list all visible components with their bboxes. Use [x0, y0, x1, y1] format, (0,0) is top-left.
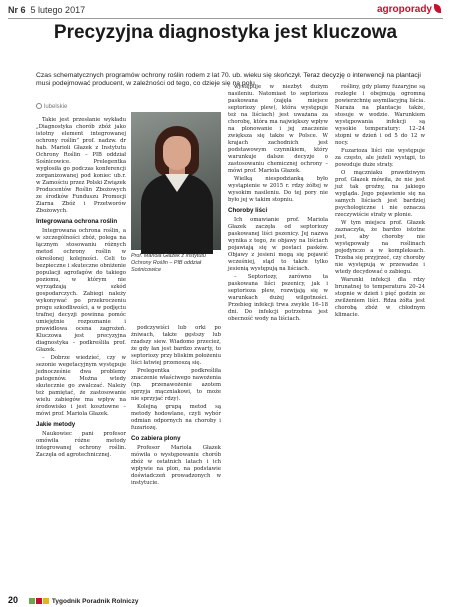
tag-icon: [36, 103, 42, 109]
page-header: [0, 0, 451, 20]
paragraph: O mączniaku prawdziwym prof. Głazek mówiła, że nie jest już tak groźny, na jakiego wygląda. Jego pojawienie się na samych liściach jest bardziej psychologiczne i nie oznacza rzeczywiście straty w plonie.: [335, 169, 425, 218]
section-heading: Choroby liści: [228, 206, 268, 214]
paragraph: Ich omawianie prof. Mariola Głazek zaczęła od septoriozy paskowanej liści pszenicy. Jej nazwa wynika z tego, że objawy na liściach pojawiają się w postaci pasków. Objawy z jesieni mogą się pojawić wcześniej, stąd to także tylko jesienią występują na liściach.: [228, 216, 328, 272]
paragraph: Wielką niespodzianką było wystąpienie w 2015 r. rdzy żółtej w wysokim nasileniu. Do tej pory nie było jej w takim stopniu.: [228, 175, 328, 203]
paragraph: Profesor Mariola Głazek mówiła o występowaniu chorób zbóż w ostatnich latach i ich wpływie na plon, na podstawie doświadczeń prowadzonych w instytucie.: [131, 444, 221, 486]
paragraph: Warunki infekcji dla rdzy brunatnej to temperatura 20–24 stopnie w dzień i pięć godzin ze zwilżeniem liści. Rdza żółta jest chorobą zbóż w chłodnym klimacie.: [335, 276, 425, 318]
paragraph: rośliny, gdy plamy fuzaryjne są rozległe i obejmują ogromną powierzchnię asymilacyjną liścia. Naraża na plantacje także, stosuje w wodzie. Warunkiem występowania infekcji są wysokie temperatury: 12–24 stopni w dzień i od 5 do 12 w nocy.: [335, 84, 425, 146]
section-heading: Integrowana ochrona roślin: [36, 217, 118, 225]
article-column-2: [131, 325, 221, 587]
author-photo: [131, 112, 221, 250]
section-brand: [377, 4, 441, 15]
issue-number: Nr 6: [8, 5, 26, 15]
region-tag[interactable]: [36, 103, 67, 110]
article-lead: Czas schematycznych programów ochrony roślin rodem z lat 70. ub. wieku się skończył. Teraz decyzję o interwencji na plantacji musi podejmować producent, w zależności od tego, co dzieje się na polu.: [36, 72, 421, 88]
header-divider: [8, 18, 443, 19]
photo-caption: Prof. Mariola Głazek z Instytutu Ochrony Roślin – PIB oddział Sośnicowice: [131, 253, 206, 274]
leaf-icon: [434, 4, 441, 13]
paragraph: Prelegentka podkreśliła znaczenie właściwego nawożenia (np. przenawożenie azotem sprzyja mączniakowi, to może nie sprzyjać rdzy).: [131, 367, 221, 402]
page-footer: [8, 588, 139, 605]
paragraph: – Dobrze wiedzieć, czy w sezonie wegetacyjnym występuje jednocześnie dwa problemy patogenów. Można wtedy skutecznie go zwalczać. Należy też pamiętać, że zastosowanie wielu zabiegów ma wpływ na środowisko i jest kosztowne – mówi prof. Mariola Głazek.: [36, 354, 126, 417]
brand-label: agroporady: [376, 4, 432, 15]
paragraph: – Septoriozy, zarówno ta paskowana liści pszenicy, jak i septorioza plew, rozwijają się w warunkach dużej wilgotności. Przebieg infekcji trwa zwykle 16–18 dni. Do infekcji potrzebna jest obecność wody na liściach.: [228, 273, 328, 322]
paragraph: podczywiści lub orki po żniwach, także gęstszy lub rzadszy siew. Wiadomo przecież, że gdy łan jest bardzo zwarty, to septoriozy przy bliskim położeniu liści łatwiej przenoszą się.: [131, 325, 221, 366]
paragraph: Integrowana ochrona roślin, a w szczególności zbóż, polega na łącznym stosowaniu różnych metod ochrony roślin w określonej kolejności. Celi to bezpieczne i skuteczne obniżenie populacji agrofagów do takiego poziomu, w którym nie wyrządzają szkód gospodarczych. Zabiegi należy wykonywać po przekroczeniu progu szkodliwości, a w podjęciu trafnej decyzji powinna pomóc umiejętnie rozpoznanie i prawidłowa ocena zagrożeń. Kluczowa jest precyzyjna diagnostyka – podkreśliła prof. Głazek.: [36, 227, 126, 353]
paragraph: W tym miejscu prof. Głazek zaznaczyła, że bardzo istotne jest, aby choroby nie występowały na roślinach pojedynczo a w kompleksach. Trzeba się przyjrzeć, czy choroby nie występują w przewadze i wtedy decydować o zabiegu.: [335, 219, 425, 275]
section-heading: Jakie metody: [36, 420, 76, 428]
paragraph: Naukowiec pani profesor omówiła różne metody integrowanej ochrony roślin. Zaczęła od agrotechnicznej.: [36, 430, 126, 458]
article-column-4: [335, 84, 425, 589]
publication-name: Tygodnik Poradnik Rolniczy: [51, 598, 139, 605]
paragraph: Kolejną grupą metod są metody hodowlane, czyli wybór odmian odpornych na choroby i fuzariozę.: [131, 403, 221, 431]
page-number: 20: [8, 595, 19, 605]
issue-info: [8, 5, 85, 15]
article-headline: Precyzyjna diagnostyka jest kluczowa: [53, 22, 398, 43]
article-column-3: [228, 84, 328, 589]
publication-logo: [29, 598, 138, 605]
region-tag-label: lubelskie: [44, 104, 68, 110]
section-heading: Co zabiera plony: [131, 434, 181, 442]
issue-date: 5 lutego 2017: [30, 5, 86, 15]
paragraph: Takie jest przesłanie wykładu „Diagnostyka chorób zbóż jako istotny element integrowanej ochrony roślin” prof. nadzw. dr hab. Marioli Głazek z Instytutu Ochrony Roślin – PIB oddział Sośnicowice. Prelegentka wygłosiła go podczas konferencji zorganizowanej pod koniec ub.r. w Zamościu przez Polski Związek Producentów Roślin Zbożowych ze środków Funduszu Promocji Ziarna Zbóż i Przetworów Zbożowych.: [36, 117, 126, 214]
paragraph: występuje w niezbyt dużym nasileniu. Natomiast to septorioza paskowana (zajęła miejsce septoriozy plew), która występuje też na liściach) jest uważana za chorobę, która ma największy wpływ na plonowanie i jej znaczenie zwiększa się także w Polsce. W krajach zachodnich jest podstawowym czynnikiem, który warunkuje dalsze decyzje o zastosowaniu chemicznej ochrony – mówi prof. Mariola Głazek.: [228, 84, 328, 174]
article-column-1: [36, 117, 126, 587]
paragraph: Fuzarioza liści nie występuje za często, ale jeżeli wystąpi, to powoduje duże straty.: [335, 147, 425, 168]
